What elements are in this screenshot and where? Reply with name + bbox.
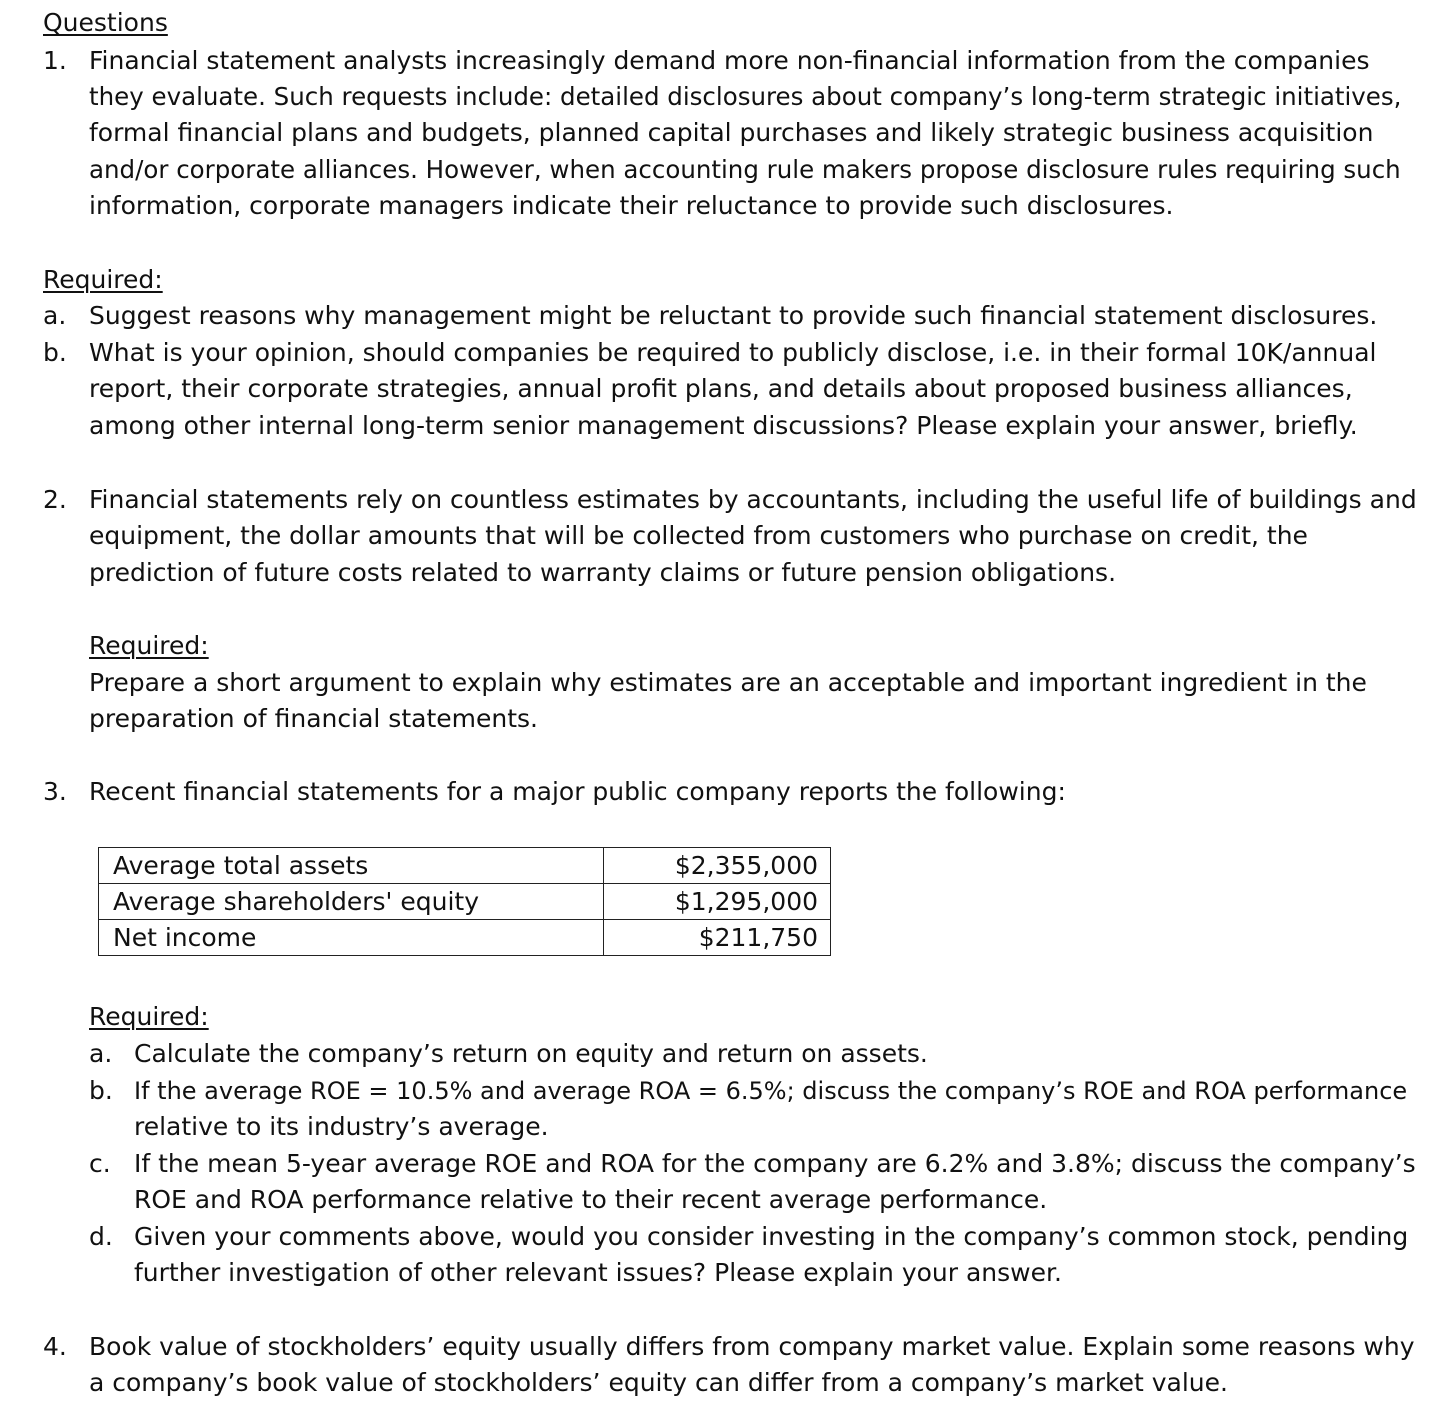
- item-marker: b.: [89, 1076, 113, 1105]
- item-text-line: Given your comments above, would you consider investing in the company’s common stock, pending: [134, 1222, 1409, 1251]
- table-cell-label: Net income: [99, 920, 604, 956]
- item-text-line: If the mean 5-year average ROE and ROA for the company are 6.2% and 3.8%; discuss the company’s: [134, 1149, 1416, 1178]
- required-label: Required:: [89, 1002, 209, 1031]
- question-number: 4.: [43, 1332, 67, 1361]
- question-text-line: and/or corporate alliances. However, when accounting rule makers propose disclosure rules requiring such: [89, 155, 1401, 184]
- question-text-line: Financial statement analysts increasingly demand more non-financial information from the companies: [89, 46, 1370, 75]
- required-text-line: preparation of financial statements.: [89, 704, 538, 733]
- question-number: 1.: [43, 46, 67, 75]
- question-text-line: Book value of stockholders’ equity usually differs from company market value. Explain some reasons why: [89, 1332, 1415, 1361]
- item-text-line: If the average ROE = 10.5% and average ROA = 6.5%; discuss the company’s ROE and ROA performance: [134, 1077, 1408, 1105]
- item-marker: c.: [89, 1149, 111, 1178]
- item-marker: b.: [43, 338, 67, 367]
- table-cell-value: $1,295,000: [604, 884, 831, 920]
- item-text-line: Suggest reasons why management might be reluctant to provide such financial statement disclosures.: [89, 301, 1378, 330]
- required-text-line: Prepare a short argument to explain why estimates are an acceptable and important ingredient in the: [89, 668, 1367, 697]
- question-text-line: information, corporate managers indicate their reluctance to provide such disclosures.: [89, 191, 1174, 220]
- item-text-line: further investigation of other relevant issues? Please explain your answer.: [134, 1258, 1062, 1287]
- item-marker: a.: [89, 1039, 113, 1068]
- item-text-line: report, their corporate strategies, annual profit plans, and details about proposed business alliances,: [89, 374, 1353, 403]
- table-row: [99, 884, 831, 920]
- questions-heading: Questions: [43, 8, 168, 37]
- question-number: 3.: [43, 777, 67, 806]
- table-cell-label: Average total assets: [99, 848, 604, 884]
- item-text-line: What is your opinion, should companies be required to publicly disclose, i.e. in their formal 10K/annual: [89, 338, 1377, 367]
- table-row: [99, 848, 831, 884]
- item-text-line: relative to its industry’s average.: [134, 1112, 549, 1141]
- question-text-line: Financial statements rely on countless estimates by accountants, including the useful life of buildings and: [89, 485, 1417, 514]
- question-number: 2.: [43, 485, 67, 514]
- question-text-line: equipment, the dollar amounts that will be collected from customers who purchase on credit, the: [89, 521, 1308, 550]
- table-cell-value: $2,355,000: [604, 848, 831, 884]
- question-text-line: Recent financial statements for a major public company reports the following:: [89, 777, 1066, 806]
- item-marker: a.: [43, 301, 67, 330]
- item-text-line: Calculate the company’s return on equity and return on assets.: [134, 1039, 928, 1068]
- question-text-line: prediction of future costs related to warranty claims or future pension obligations.: [89, 558, 1117, 587]
- required-label: Required:: [89, 631, 209, 660]
- item-text-line: ROE and ROA performance relative to their recent average performance.: [134, 1185, 1048, 1214]
- question-text-line: formal financial plans and budgets, planned capital purchases and likely strategic business acquisition: [89, 118, 1374, 147]
- required-label: Required:: [43, 265, 163, 294]
- table-row: [99, 920, 831, 956]
- table-cell-label: Average shareholders' equity: [99, 884, 604, 920]
- question-text-line: they evaluate. Such requests include: detailed disclosures about company’s long-term strategic initiatives,: [89, 82, 1402, 111]
- question-text-line: a company’s book value of stockholders’ equity can differ from a company’s market value.: [89, 1368, 1228, 1397]
- table-cell-value: $211,750: [604, 920, 831, 956]
- item-text-line: among other internal long-term senior management discussions? Please explain your answer, briefly.: [89, 411, 1358, 440]
- item-marker: d.: [89, 1222, 113, 1251]
- financial-data-table: [98, 847, 831, 956]
